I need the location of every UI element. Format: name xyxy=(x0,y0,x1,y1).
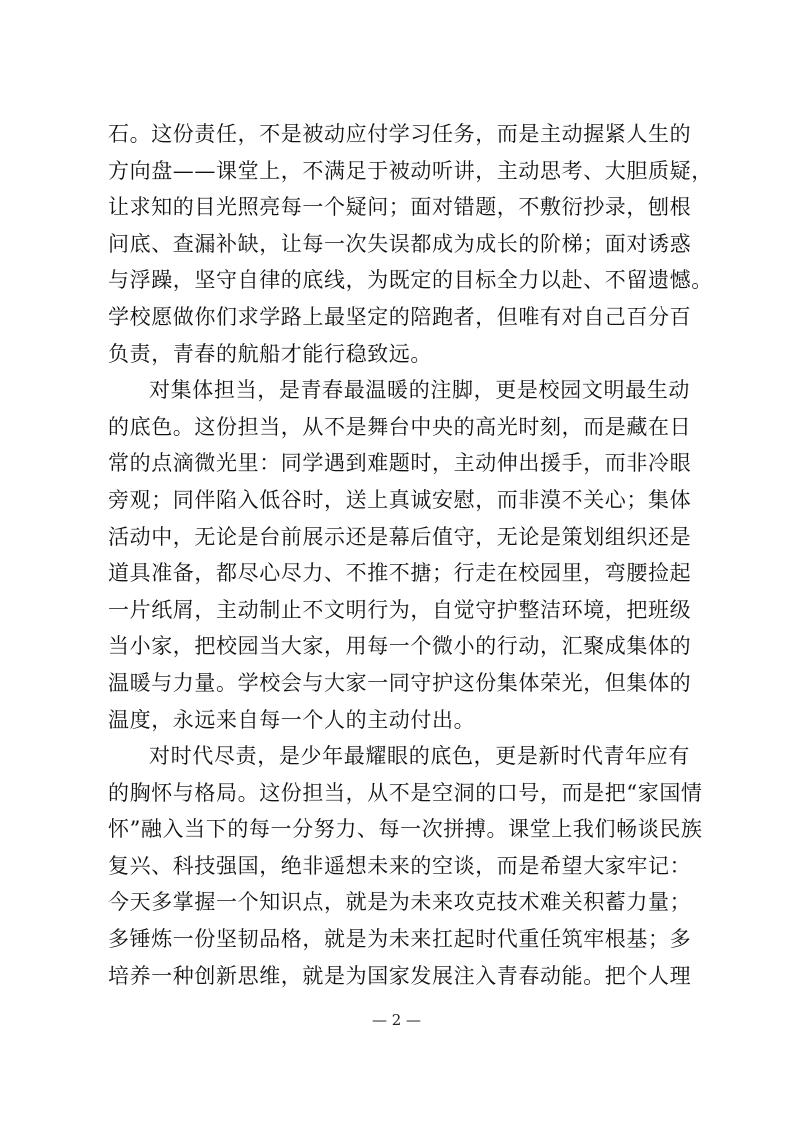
paragraph-line: 活动中，无论是台前展示还是幕后值守，无论是策划组织还是 xyxy=(108,524,692,549)
paragraph-line: 多锤炼一份坚韧品格，就是为未来扛起时代重任筑牢根基；多 xyxy=(108,927,692,952)
page-number: — 2 — xyxy=(371,1011,422,1029)
paragraph xyxy=(108,372,690,738)
paragraph-line: 旁观；同伴陷入低谷时，送上真诚安慰，而非漠不关心；集体 xyxy=(108,487,692,512)
paragraph-line: 复兴、科技强国，绝非遥想未来的空谈，而是希望大家牢记： xyxy=(108,853,692,878)
paragraph-line: 石。这份责任，不是被动应付学习任务，而是主动握紧人生的 xyxy=(108,122,692,146)
paragraph-line: 对集体担当，是青春最温暖的注脚，更是校园文明最生动 xyxy=(149,378,690,403)
paragraph-line: 负责，青春的航船才能行稳致远。 xyxy=(108,341,432,366)
paragraph-line: 与浮躁，坚守自律的底线，为既定的目标全力以赴、不留遗憾。 xyxy=(108,268,713,293)
paragraph-line: 的底色。这份担当，从不是舞台中央的高光时刻，而是藏在日 xyxy=(108,414,692,439)
paragraph-line: 温度，永远来自每一个人的主动付出。 xyxy=(108,707,476,732)
paragraph-line: 当小家，把校园当大家，用每一个微小的行动，汇聚成集体的 xyxy=(108,634,692,659)
paragraph-line: 培养一种创新思维，就是为国家发展注入青春动能。把个人理 xyxy=(108,963,692,988)
paragraph-line: 一片纸屑，主动制止不文明行为，自觉守护整洁环境，把班级 xyxy=(108,597,692,622)
paragraph-line: 对时代尽责，是少年最耀眼的底色，更是新时代青年应有 xyxy=(149,744,690,769)
paragraph-line: 怀”融入当下的每一分努力、每一次拼搏。课堂上我们畅谈民族 xyxy=(108,817,703,842)
paragraph xyxy=(108,116,713,372)
paragraph-line: 方向盘——课堂上，不满足于被动听讲，主动思考、大胆质疑， xyxy=(108,158,713,183)
paragraph-line: 今天多掌握一个知识点，就是为未来攻克技术难关积蓄力量； xyxy=(108,890,692,915)
body-text xyxy=(108,116,713,994)
paragraph-line: 的胸怀与格局。这份担当，从不是空洞的口号，而是把“家国情 xyxy=(108,780,703,805)
paragraph-line: 温暖与力量。学校会与大家一同守护这份集体荣光，但集体的 xyxy=(108,670,692,695)
paragraph-line: 常的点滴微光里：同学遇到难题时，主动伸出援手，而非冷眼 xyxy=(108,451,692,476)
paragraph-line: 道具准备，都尽心尽力、不推不搪；行走在校园里，弯腰捡起 xyxy=(108,561,692,586)
paragraph xyxy=(108,738,703,994)
paragraph-line: 学校愿做你们求学路上最坚定的陪跑者，但唯有对自己百分百 xyxy=(108,304,692,329)
paragraph-line: 问底、查漏补缺，让每一次失误都成为成长的阶梯；面对诱惑 xyxy=(108,231,692,256)
paragraph-line: 让求知的目光照亮每一个疑问；面对错题，不敷衍抄录，刨根 xyxy=(108,195,692,220)
